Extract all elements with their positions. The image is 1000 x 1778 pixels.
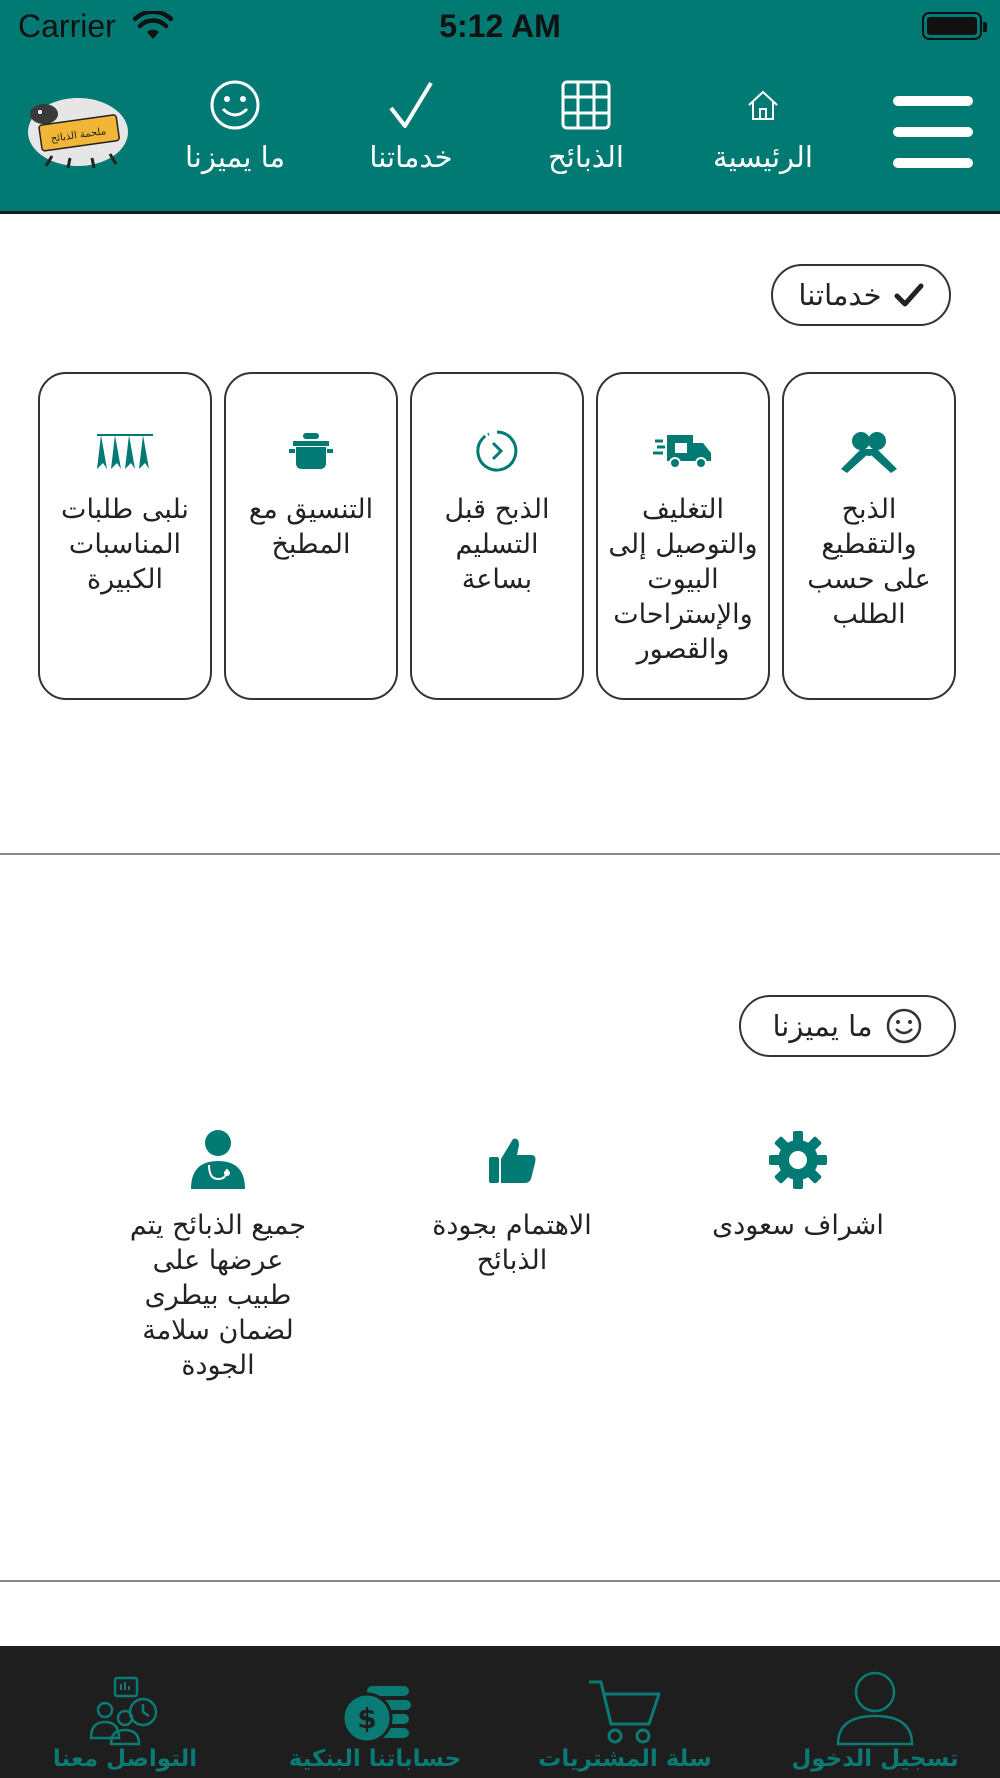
feature-item — [123, 1120, 313, 1383]
tab-bank-accounts[interactable] — [250, 1646, 500, 1778]
coins-icon — [339, 1680, 411, 1746]
thumbs-up-icon — [487, 1135, 537, 1185]
nav-home-label: الرئيسية — [713, 140, 813, 174]
smiley-icon — [209, 79, 261, 131]
logo-text: ملحمة الذبائح — [50, 126, 107, 145]
user-icon — [835, 1670, 915, 1746]
grid-icon — [561, 80, 611, 130]
feature-item — [703, 1120, 893, 1243]
checkmark-icon — [388, 80, 434, 130]
delivery-truck-icon — [653, 431, 713, 471]
smiley-icon — [885, 1007, 923, 1045]
section-divider — [0, 1580, 1000, 1582]
feature-item — [417, 1120, 607, 1278]
features-title-label: ما يميزنا — [772, 1009, 873, 1043]
tab-cart[interactable] — [500, 1646, 750, 1778]
section-divider — [0, 853, 1000, 855]
contact-group-icon — [87, 1674, 163, 1746]
tab-cart-label: سلة المشتريات — [538, 1746, 712, 1772]
feature-text: اشراف سعودى — [712, 1210, 884, 1241]
service-card — [38, 372, 212, 700]
features-section-title — [739, 995, 956, 1057]
cooking-pot-icon — [289, 431, 333, 471]
checkmark-icon — [894, 282, 924, 308]
service-card — [782, 372, 956, 700]
status-bar — [0, 0, 1000, 56]
service-card-text: التنسيق مع المطبخ — [248, 494, 374, 560]
tab-contact[interactable] — [0, 1646, 250, 1778]
service-card — [410, 372, 584, 700]
tab-bank-accounts-label: حساباتنا البنكية — [288, 1746, 462, 1772]
service-card-text: التغليف والتوصيل إلى البيوت والإستراحات والقصور — [608, 494, 758, 665]
app-header — [0, 0, 1000, 214]
feature-text: الاهتمام بجودة الذبائح — [432, 1210, 592, 1276]
cart-icon — [587, 1676, 663, 1746]
hanging-meat-icon — [93, 429, 157, 473]
nav-sacrifices[interactable] — [511, 70, 661, 190]
service-card — [596, 372, 770, 700]
nav-features[interactable] — [160, 70, 310, 190]
feature-text: جميع الذبائح يتم عرضها على طبيب بيطرى لضمان سلامة الجودة — [129, 1210, 307, 1381]
brand-logo — [22, 92, 134, 172]
service-card-text: نلبى طلبات المناسبات الكبيرة — [61, 494, 189, 595]
nav-sacrifices-label: الذبائح — [548, 140, 624, 174]
battery-icon — [922, 12, 982, 40]
nav-features-label: ما يميزنا — [184, 140, 286, 174]
tab-contact-label: التواصل معنا — [52, 1746, 198, 1772]
tab-login-label: تسجيل الدخول — [791, 1746, 959, 1772]
svg-text:$: $ — [357, 1702, 377, 1735]
home-icon — [743, 87, 783, 123]
service-card-text: الذبح قبل التسليم بساعة — [444, 494, 550, 595]
carrier-label: Carrier — [18, 8, 116, 44]
butcher-icon — [837, 429, 901, 473]
status-time: 5:12 AM — [439, 8, 561, 44]
services-title-label: خدماتنا — [798, 278, 882, 312]
nav-services[interactable] — [336, 70, 486, 190]
timer-icon — [475, 429, 519, 473]
tab-login[interactable] — [750, 1646, 1000, 1778]
nav-services-label: خدماتنا — [369, 140, 453, 174]
hamburger-menu-button[interactable] — [893, 96, 973, 168]
services-section-title — [771, 264, 951, 326]
service-card-text: الذبح والتقطيع على حسب الطلب — [807, 494, 931, 630]
service-card — [224, 372, 398, 700]
services-cards — [37, 372, 957, 700]
doctor-icon — [189, 1129, 247, 1191]
bottom-tab-bar — [0, 1646, 1000, 1778]
gear-icon — [769, 1131, 827, 1189]
nav-home[interactable] — [688, 70, 838, 190]
